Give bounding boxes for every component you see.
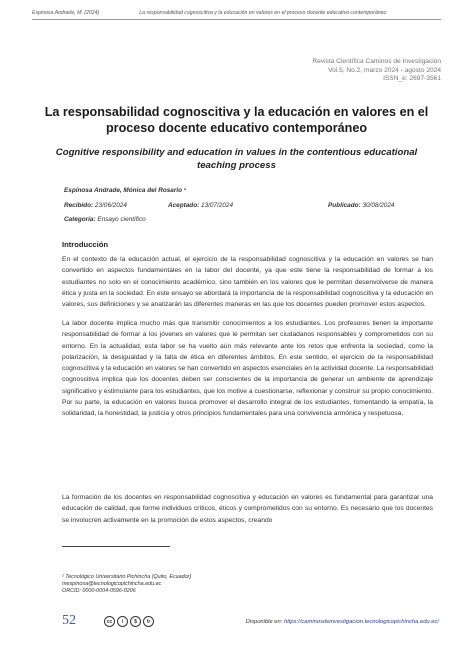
cc-sa-icon: ↻ <box>143 616 154 627</box>
paragraph-3: La formación de los docentes en responsabilidad cognoscitiva y educación en valores es fundamental para garantizar una educación de calidad, que forme individuos críticos, éticos y comprometidos con su entorno. Es necesario que los docentes se involucren activamente en la promoción de estos aspectos, creando <box>62 494 433 524</box>
footnote-affiliation: ¹ Tecnológico Universitario Pichincha (Quito, Ecuador) <box>62 574 192 580</box>
journal-url-link[interactable]: https://caminosdeinvestigacion.tecnologicopichincha.edu.ec/ <box>283 619 439 625</box>
journal-info <box>312 58 441 84</box>
section-heading-introduccion: Introducción <box>62 240 108 249</box>
author-line <box>64 187 433 194</box>
article-title: La responsabilidad cognoscitiva y la educación en valores en el proceso docente educativo contemporáneo <box>44 105 429 135</box>
footnote <box>62 574 191 596</box>
author-name: Espinosa Andrade, Mónica del Rosario ¹ <box>64 187 186 194</box>
running-header-title: La responsabilidad cognoscitiva y la educación en valores en el proceso docente educativo contemporáneo <box>139 10 387 16</box>
category-label: Categoría: <box>64 216 96 223</box>
journal-issn: ISSN_e: 2697-3561 <box>383 75 441 83</box>
footnote-rule <box>62 546 170 547</box>
accepted-date: 13/07/2024 <box>201 202 234 209</box>
journal-name: Revista Científica Caminos de Investigación <box>312 58 441 65</box>
page-number: 52 <box>62 613 76 628</box>
article-subtitle: Cognitive responsibility and education in values in the contentious educational teaching process <box>55 147 418 171</box>
availability-line <box>246 619 439 625</box>
cc-icon: cc <box>104 616 115 627</box>
creative-commons-license-icon[interactable] <box>104 616 154 627</box>
published-date: 30/08/2024 <box>362 202 395 209</box>
running-header-author: Espinosa Andrade, M. (2024) <box>32 10 100 16</box>
received-date: 23/06/2024 <box>94 202 127 209</box>
footnote-orcid: ORCID: 0000-0004-0596-0206 <box>62 588 136 595</box>
available-label: Disponible en: <box>245 619 283 625</box>
paragraph-2: La labor docente implica mucho más que transmitir conocimientos a los estudiantes. Los profesores tienen la importante responsabilidad de formar a los jóvenes en valores que le permitan ser ciudadanos responsables y comprometidos con su entorno. En la actualidad, esta labor se ha vuelto aún más relevante ante los retos que enfrenta la sociedad, como la polarización, la desigualdad y la falta de ética en diferentes ámbitos. En este sentido, el ejercicio de la responsabilidad cognoscitiva y la educación en valores se han convertido en aspectos esenciales en la actividad docente. La responsabilidad cognoscitiva implica que los docentes deben ser conscientes de la importancia de generar un ambiente de aprendizaje significativo y estimulante para los estudiantes, que los motive a cuestionarse, reflexionar y construir su propio conocimiento. Por su parte, la educación en valores busca promover el desarrollo integral de los estudiantes, fomentando la empatía, la solidaridad, la honestidad, la justicia y otros principios fundamentales para una convivencia armónica y respetuosa. <box>62 320 433 418</box>
paragraph-1: En el contexto de la educación actual, el ejercicio de la responsabilidad cognoscitiva y la educación en valores se han convertido en aspectos fundamentales en la labor del docente, ya que este tiene la responsabilidad de formar a los estudiantes no solo en el conocimiento académico, sino también en los valores que le permitan desenvolverse de manera ética y justa en la sociedad. En este ensayo se abordará la importancia de la responsabilidad cognoscitiva y la educación en valores, sus definiciones y se analizarán las diferentes maneras en las que los docentes pueden promover estos aspectos. <box>62 256 433 309</box>
journal-volume: Vol.5, No.2, marzo 2024 - agosto 2024 <box>328 66 441 74</box>
running-header <box>32 10 441 20</box>
cc-nc-icon: $ <box>130 616 141 627</box>
footnote-email[interactable]: mespinosa@tecnologicopichincha.edu.ec <box>62 581 162 588</box>
cc-by-icon: i <box>117 616 128 627</box>
page-footer <box>62 615 439 631</box>
published-label: Publicado: <box>328 202 361 209</box>
received-label: Recibido: <box>64 202 94 209</box>
accepted-label: Aceptado: <box>168 202 200 209</box>
category-line <box>64 216 433 223</box>
category-value: Ensayo científico <box>97 216 146 223</box>
